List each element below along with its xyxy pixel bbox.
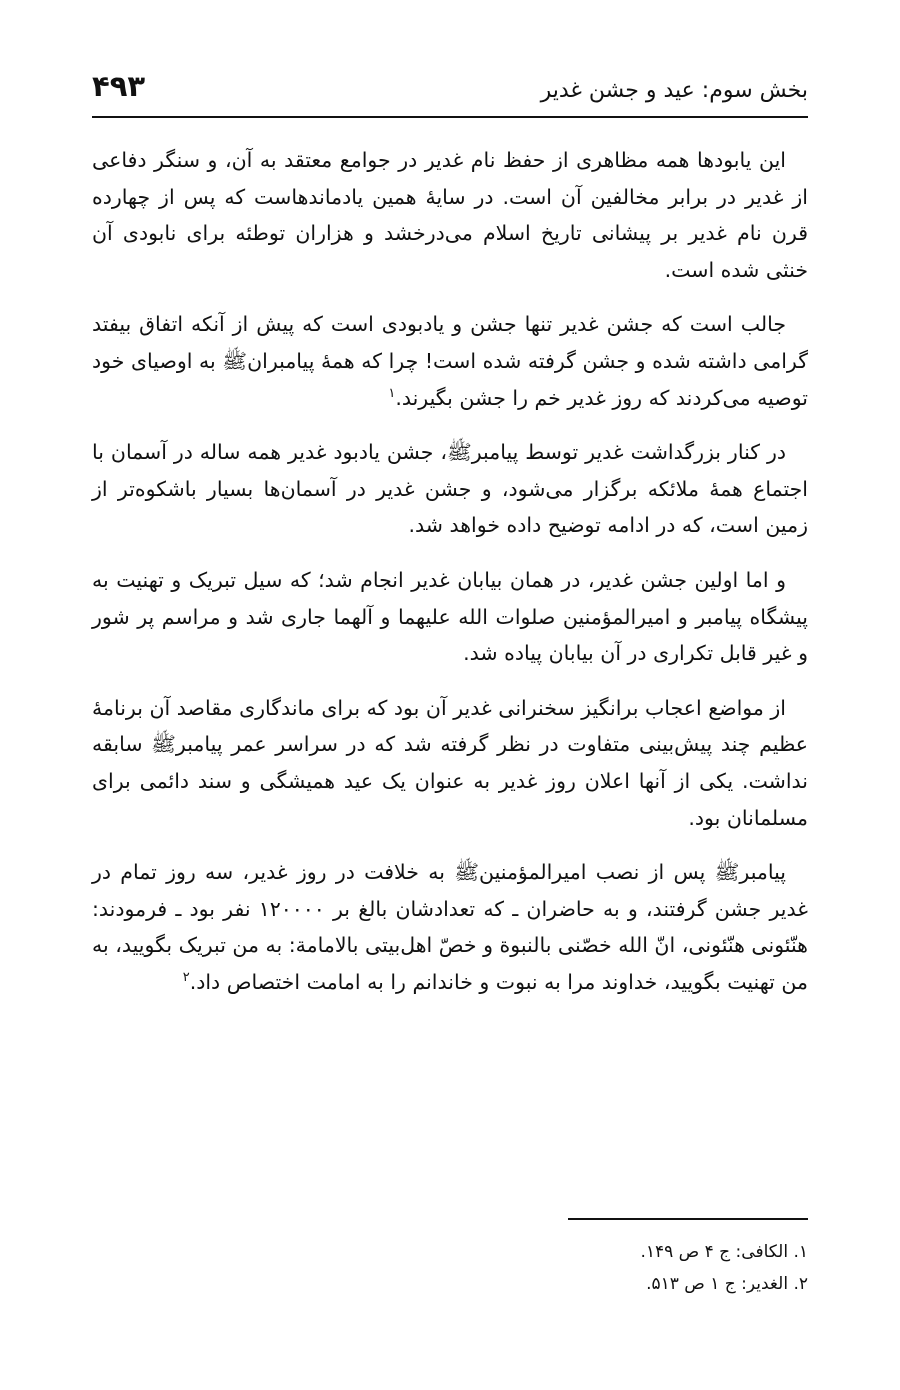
paragraph (92, 854, 808, 1000)
footnotes (92, 1236, 808, 1300)
paragraph-text: جالب است که جشن غدیر تنها جشن و یادبودی است که پیش از آنکه اتفاق بیفتد گرامی داشته شده و جشن گرفته شده است! چرا که همهٔ پیامبرانﷺ به اوصیای خود توصیه می‌کردند که روز غدیر خم را جشن بگیرند. (92, 312, 808, 410)
paragraph (92, 690, 808, 836)
header-divider (92, 116, 808, 118)
footnote-reference[interactable]: ۱ (388, 385, 396, 401)
paragraph (92, 142, 808, 288)
paragraph-text: این یابودها همه مظاهری از حفظ نام غدیر در جوامع معتقد به آن، و سنگر دفاعی از غدیر در برابر مخالفین آن است. در سایهٔ همین یادماندهاست که پس از چهارده قرن نام غدیر بر پیشانی تاریخ اسلام می‌درخشد و هزاران توطئه برای نابودی آن خنثی شده است. (92, 148, 808, 282)
paragraph (92, 562, 808, 672)
page-header (92, 66, 808, 110)
footnote-divider (568, 1218, 808, 1220)
footnote: ۲. الغدیر: ج ۱ ص ۵۱۳. (646, 1274, 808, 1294)
paragraph (92, 306, 808, 416)
running-title: بخش سوم: عید و جشن غدیر (540, 78, 808, 103)
body-text (92, 142, 808, 1018)
paragraph-text: پیامبرﷺ پس از نصب امیرالمؤمنینﷺ به خلافت در روز غدیر، سه روز تمام در غدیر جشن گرفتند، و به حاضران ـ که تعدادشان بالغ بر ۱۲۰۰۰۰ نفر بود ـ فرمودند: هنّئونی هنّئونی، انّ الله خصّنی بالنبوة و خصّ اهل‌بیتی بالامامة: به من تبریک بگویید، به من تهنیت بگویید، خداوند مرا به نبوت و خاندانم را به امامت اختصاص داد. (92, 860, 808, 994)
paragraph-text: از مواضع اعجاب برانگیز سخنرانی غدیر آن بود که برای ماندگاری مقاصد آن برنامهٔ عظیم چند پیش‌بینی متفاوت در نظر گرفته شد که در سراسر عمر پیامبرﷺ سابقه نداشت. یکی از آنها اعلان روز غدیر به عنوان یک عید همیشگی و سند دائمی برای مسلمانان بود. (92, 695, 808, 830)
book-page (92, 0, 808, 1390)
footnote: ۱. الکافی: ج ۴ ص ۱۴۹. (640, 1242, 808, 1262)
paragraph-text: و اما اولین جشن غدیر، در همان بیابان غدیر انجام شد؛ که سیل تبریک و تهنیت به پیشگاه پیامبر و امیرالمؤمنین صلوات الله علیهما و آلهما جاری شد و مراسم پر شور و غیر قابل تکراری در آن بیابان پیاده شد. (92, 567, 808, 666)
footnote-reference[interactable]: ۲ (182, 970, 190, 986)
page-number: ۴۹۳ (92, 69, 146, 103)
paragraph (92, 434, 808, 544)
paragraph-text: در کنار بزرگداشت غدیر توسط پیامبرﷺ، جشن یادبود غدیر همه ساله در آسمان با اجتماع همهٔ ملائکه برگزار می‌شود، و جشن غدیر در آسمان‌ها بسیار باشکوه‌تر از زمین است، که در ادامه توضیح داده خواهد شد. (92, 440, 808, 538)
